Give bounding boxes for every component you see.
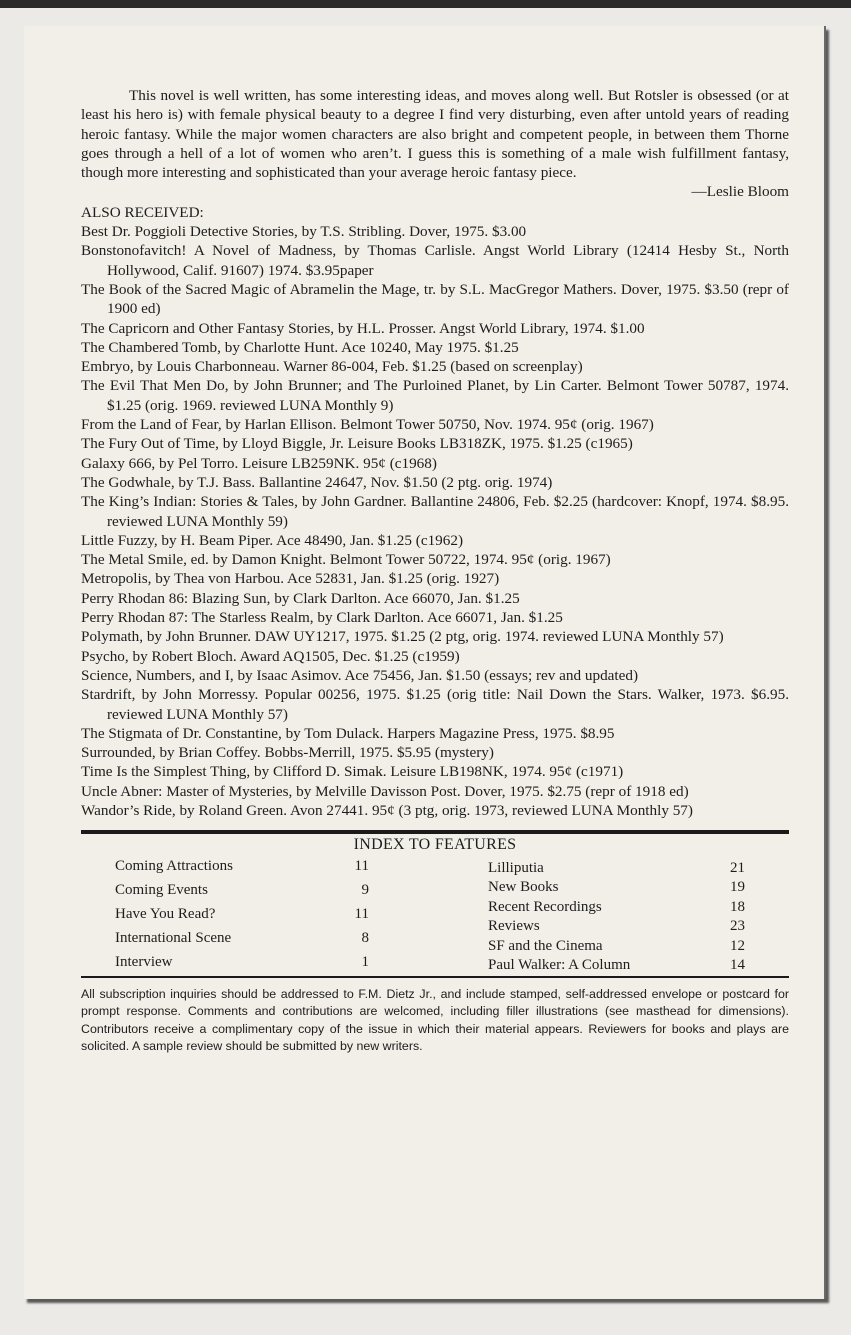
book-entry: Psycho, by Robert Bloch. Award AQ1505, Dec. $1.25 (c1959) — [81, 647, 460, 665]
book-entry: Polymath, by John Brunner. DAW UY1217, 1975. $1.25 (2 ptg, orig. 1974. reviewed LUNA Monthly 57) — [81, 628, 724, 646]
review-paragraph: This novel is well written, has some interesting ideas, and moves along well. But Rotsler is obsessed (or at least his hero is) with female physical beauty to a degree I find very disturbing, even after untold years of reading heroic fantasy. While the major women characters are also bright and competent people, in between them Thorne goes through a hell of a lot of women who aren’t. I guess this is something of a male wish fulfillment fantasy, though more interesting and sophisticated than your average heroic fantasy piece. — [81, 87, 789, 182]
reviewer-signature: —Leslie Bloom — [691, 183, 789, 201]
book-entry: The King’s Indian: Stories & Tales, by John Gardner. Ballantine 24806, Feb. $2.25 (hardcover: Knopf, 1974. $8.95. reviewed LUNA Monthly 59) — [81, 493, 789, 530]
book-entry: Perry Rhodan 87: The Starless Realm, by Clark Darlton. Ace 66071, Jan. $1.25 — [81, 609, 563, 627]
book-entry: Best Dr. Poggioli Detective Stories, by T.S. Stribling. Dover, 1975. $3.00 — [81, 223, 527, 241]
book-entry: The Fury Out of Time, by Lloyd Biggle, Jr. Leisure Books LB318ZK, 1975. $1.25 (c1965) — [81, 435, 633, 453]
book-entry: Perry Rhodan 86: Blazing Sun, by Clark Darlton. Ace 66070, Jan. $1.25 — [81, 589, 520, 607]
scan-top-edge — [0, 0, 851, 8]
also-received-heading: ALSO RECEIVED: — [81, 203, 204, 221]
index-entry-name: Recent Recordings — [488, 899, 602, 916]
index-bottom-rule — [81, 976, 789, 978]
book-entry: The Capricorn and Other Fantasy Stories, by H.L. Prosser. Angst World Library, 1974. $1.00 — [81, 319, 645, 337]
book-entry: Bonstonofavitch! A Novel of Madness, by Thomas Carlisle. Angst World Library (12414 Hesby St., North Hollywood, Calif. 91607) 1974. $3.95paper — [81, 242, 789, 279]
index-entry-page: 11 — [354, 906, 369, 923]
index-entry-page: 12 — [730, 938, 745, 955]
index-entry-name: Coming Attractions — [115, 858, 233, 875]
book-entry: The Evil That Men Do, by John Brunner; and The Purloined Planet, by Lin Carter. Belmont Tower 50787, 1974. $1.25 (orig. 1969. reviewed LUNA Monthly 9) — [81, 377, 789, 414]
subscription-notice: All subscription inquiries should be addressed to F.M. Dietz Jr., and include stamped, self-addressed envelope or postcard for prompt response. Comments and contributions are welcomed, including filler illustrations (see masthead for dimensions). Contributors receive a complimentary copy of the issue in which their material appears. Reviewers for books and plays are solicited. A sample review should be submitted by new writers. — [81, 987, 789, 1053]
book-entry: Metropolis, by Thea von Harbou. Ace 52831, Jan. $1.25 (orig. 1927) — [81, 570, 500, 588]
book-entry: Little Fuzzy, by H. Beam Piper. Ace 48490, Jan. $1.25 (c1962) — [81, 531, 464, 549]
page-content — [81, 86, 789, 1055]
index-entry-name: Have You Read? — [115, 906, 216, 923]
book-entry: The Godwhale, by T.J. Bass. Ballantine 24647, Nov. $1.50 (2 ptg. orig. 1974) — [81, 473, 553, 491]
review-section — [81, 86, 789, 202]
index-entry-name: SF and the Cinema — [488, 938, 603, 955]
book-entry: Surrounded, by Brian Coffey. Bobbs-Merrill, 1975. $5.95 (mystery) — [81, 744, 494, 762]
book-entry: The Book of the Sacred Magic of Abramelin the Mage, tr. by S.L. MacGregor Mathers. Dover, 1975. $3.50 (repr of 1900 ed) — [81, 280, 789, 318]
index-entry-name: Coming Events — [115, 882, 208, 899]
book-entry: The Metal Smile, ed. by Damon Knight. Belmont Tower 50722, 1974. 95¢ (orig. 1967) — [81, 551, 611, 569]
also-received-list — [81, 222, 789, 820]
index-entry-page: 11 — [354, 858, 369, 875]
index-entry-page: 1 — [361, 954, 369, 971]
book-entry: Embryo, by Louis Charbonneau. Warner 86-004, Feb. $1.25 (based on screenplay) — [81, 358, 583, 376]
index-entry-page: 21 — [730, 860, 745, 877]
index-entry-name: Interview — [115, 954, 173, 971]
book-entry: Galaxy 666, by Pel Torro. Leisure LB259NK. 95¢ (c1968) — [81, 454, 437, 472]
index-entry-page: 9 — [361, 882, 369, 899]
index-entry-page: 14 — [730, 957, 745, 974]
book-entry: Wandor’s Ride, by Roland Green. Avon 27441. 95¢ (3 ptg, orig. 1973, reviewed LUNA Monthly 57) — [81, 801, 693, 819]
index-entry-name: Reviews — [488, 918, 540, 935]
book-entry: Stardrift, by John Morressy. Popular 00256, 1975. $1.25 (orig title: Nail Down the Stars. Walker, 1973. $6.95. reviewed LUNA Monthly 57) — [81, 686, 789, 723]
book-entry: The Chambered Tomb, by Charlotte Hunt. Ace 10240, May 1975. $1.25 — [81, 338, 519, 356]
index-entry-page: 8 — [361, 930, 369, 947]
book-entry: From the Land of Fear, by Harlan Ellison. Belmont Tower 50750, Nov. 1974. 95¢ (orig. 1967) — [81, 416, 654, 434]
book-entry: The Stigmata of Dr. Constantine, by Tom Dulack. Harpers Magazine Press, 1975. $8.95 — [81, 724, 615, 742]
index-entry-page: 23 — [730, 918, 745, 935]
index-entry-page: 19 — [730, 879, 745, 896]
index-entry-name: New Books — [488, 879, 559, 896]
index-entry-page: 18 — [730, 899, 745, 916]
index-entry-name: Paul Walker: A Column — [488, 957, 631, 974]
book-entry: Science, Numbers, and I, by Isaac Asimov. Ace 75456, Jan. $1.50 (essays; rev and updated) — [81, 666, 639, 684]
index-title: INDEX TO FEATURES — [353, 836, 517, 854]
index-to-features — [81, 834, 789, 976]
index-entry-name: Lilliputia — [488, 860, 544, 877]
book-entry: Uncle Abner: Master of Mysteries, by Melville Davisson Post. Dover, 1975. $2.75 (repr of 1918 ed) — [81, 782, 689, 800]
book-entry: Time Is the Simplest Thing, by Clifford D. Simak. Leisure LB198NK, 1974. 95¢ (c1971) — [81, 763, 624, 781]
index-entry-name: International Scene — [115, 930, 232, 947]
